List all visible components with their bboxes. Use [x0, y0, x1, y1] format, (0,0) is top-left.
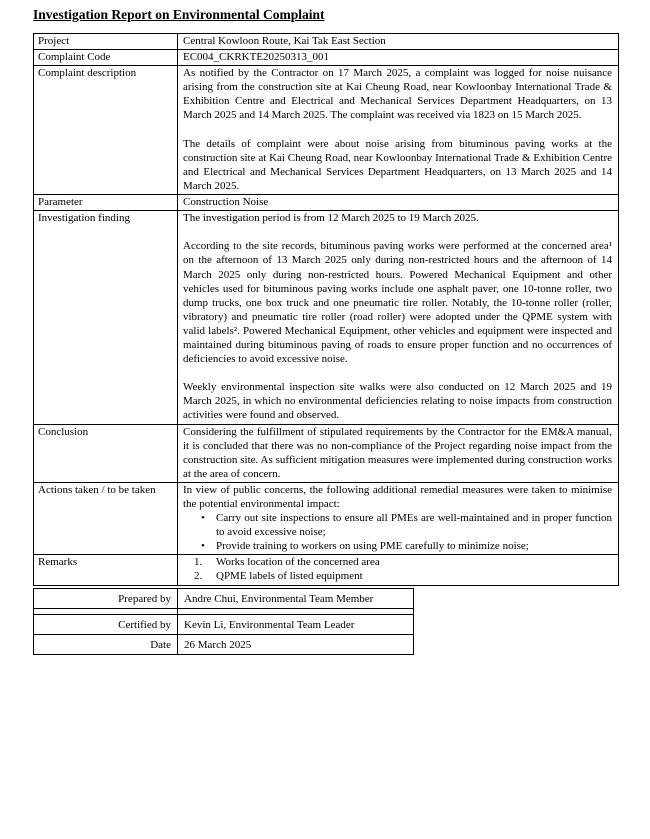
- conclusion-value: Considering the fulfillment of stipulated requirements by the Contractor for the EM&A manual, it is concluded that there was no non-compliance of the Project regarding noise impact from the construction site. As sufficient mitigation measures were implemented during construction works at the area of concern.: [178, 424, 619, 482]
- signature-row-date: [34, 634, 414, 654]
- report-table: [33, 33, 619, 586]
- project-label: Project: [34, 34, 178, 50]
- parameter-label: Parameter: [34, 195, 178, 211]
- complaint-description-paragraph-1: As notified by the Contractor on 17 March 2025, a complaint was logged for noise nuisance arising from the construction site at Kai Cheung Road, near Kowloonbay International Trade & Exhibition Centre and Electrical and Mechanical Services Department Headquarters, on 13 March 2025 and 14 March 2025. The complaint was received via 1823 on 15 March 2025.: [183, 67, 612, 122]
- actions-taken-label: Actions taken / to be taken: [34, 482, 178, 554]
- date-value: 26 March 2025: [178, 634, 414, 654]
- complaint-code-value: EC004_CKRKTE20250313_001: [178, 50, 619, 66]
- remarks-list-item: [183, 569, 612, 583]
- date-label: Date: [34, 634, 178, 654]
- actions-intro: In view of public concerns, the following additional remedial measures were taken to minimise the potential environmental impact:: [183, 483, 612, 510]
- table-row-conclusion: [34, 424, 619, 482]
- complaint-description-label: Complaint description: [34, 66, 178, 195]
- complaint-description-paragraph-2: The details of complaint were about noise arising from bituminous paving works at the construction site at Kai Cheung Road, near Kowloonbay International Trade & Exhibition Centre and Electrical and Mechanical Services Department Headquarters, on 13 March 2025 and 14 March 2025.: [183, 137, 612, 192]
- table-row-project: [34, 34, 619, 50]
- signature-row-certified-by: [34, 614, 414, 634]
- certified-by-value: Kevin Li, Environmental Team Leader: [178, 614, 414, 634]
- remarks-list-item: [183, 555, 612, 569]
- actions-bullet-item: [183, 539, 612, 553]
- remarks-value: [178, 555, 619, 585]
- remarks-label: Remarks: [34, 555, 178, 585]
- bullet-icon: •: [201, 512, 205, 525]
- investigation-finding-paragraph-1: The investigation period is from 12 March 2025 to 19 March 2025.: [183, 212, 479, 225]
- remarks-item-1-number: 1.: [194, 556, 203, 569]
- conclusion-label: Conclusion: [34, 424, 178, 482]
- investigation-finding-paragraph-3: Weekly environmental inspection site walks were also conducted on 12 March 2025 and 19 March 2025, in which no environmental deficiencies relating to noise impacts from construction activities were found and observed.: [183, 381, 612, 422]
- remarks-item-2-number: 2.: [194, 570, 203, 583]
- signature-row-prepared-by: [34, 588, 414, 608]
- prepared-by-label: Prepared by: [34, 588, 178, 608]
- table-row-complaint-code: [34, 50, 619, 66]
- prepared-by-value: Andre Chui, Environmental Team Member: [178, 588, 414, 608]
- table-row-complaint-description: [34, 66, 619, 195]
- remarks-item-1-text: Works location of the concerned area: [216, 556, 380, 569]
- project-value: Central Kowloon Route, Kai Tak East Section: [178, 34, 619, 50]
- actions-bullet-2-text: Provide training to workers on using PME carefully to minimize noise;: [216, 540, 529, 553]
- investigation-finding-label: Investigation finding: [34, 211, 178, 424]
- actions-bullet-item: [183, 511, 612, 539]
- actions-taken-value: [178, 482, 619, 554]
- investigation-finding-paragraph-2: According to the site records, bituminous paving works were performed at the concerned area¹ on the afternoon of 13 March 2025 only during non-restricted hours and the afternoon of 14 March 2025 only during non-restricted hours. Powered Mechanical Equipment and other vehicles used for bituminous paving works include one asphalt paver, one 10-tonne roller, two dump trucks, one box truck and one pneumatic tire roller. Notably, the 10-tonne roller (roller, vibratory) and pneumatic tire roller (road roller) were adopted under the QPME system with valid labels². Powered Mechanical Equipment, other vehicles and equipment were inspected and maintained during bituminous paving of roads to ensure proper function and no occurrences of deficiencies to avoid excessive noise.: [183, 240, 612, 366]
- investigation-finding-value: [178, 211, 619, 424]
- complaint-code-label: Complaint Code: [34, 50, 178, 66]
- table-row-remarks: [34, 555, 619, 585]
- actions-bullet-1-text: Carry out site inspections to ensure all PMEs are well-maintained and in proper function to avoid excessive noise;: [216, 512, 612, 539]
- table-row-investigation-finding: [34, 211, 619, 424]
- table-row-parameter: [34, 195, 619, 211]
- signature-table: [33, 588, 414, 655]
- page-title: Investigation Report on Environmental Complaint: [33, 7, 325, 22]
- parameter-value: Construction Noise: [178, 195, 619, 211]
- table-row-actions-taken: [34, 482, 619, 554]
- certified-by-label: Certified by: [34, 614, 178, 634]
- remarks-item-2-text: QPME labels of listed equipment: [216, 570, 363, 583]
- complaint-description-value: [178, 66, 619, 195]
- bullet-icon: •: [201, 540, 205, 553]
